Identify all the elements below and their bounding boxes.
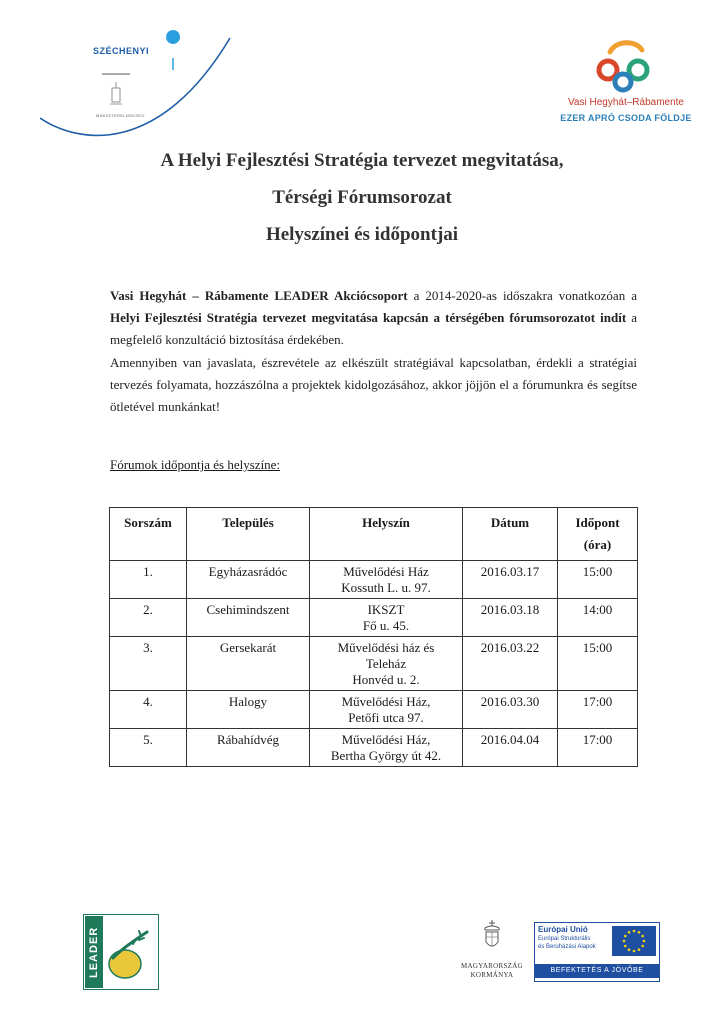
venue-line: Petőfi utca 97. <box>348 710 424 725</box>
table-row <box>110 729 638 767</box>
intro-paragraph <box>110 285 637 351</box>
organization-name: Vasi Hegyhát – Rábamente LEADER Akciócsoport <box>110 288 408 303</box>
row-town: Halogy <box>187 691 310 729</box>
row-venue <box>310 637 463 691</box>
row-town: Gersekarát <box>187 637 310 691</box>
leader-logo-text: LEADER <box>88 926 100 978</box>
row-time: 17:00 <box>558 691 638 729</box>
header-venue: Helyszín <box>310 508 463 561</box>
document-title-line3: Helyszínei és időpontjai <box>265 224 459 245</box>
eu-subtitle-line2: és Beruházási Alapok <box>538 944 596 950</box>
header-date: Dátum <box>463 508 558 561</box>
intro-text-2: a megfelelő konzultáció biztosítása érdekében. <box>110 310 637 347</box>
row-serial: 4. <box>110 691 187 729</box>
eu-title: Európai Unió <box>538 925 588 934</box>
venue-line: Kossuth L. u. 97. <box>341 580 431 595</box>
venue-line: Honvéd u. 2. <box>352 672 420 687</box>
row-town: Egyházasrádóc <box>187 561 310 599</box>
row-town: Rábahídvég <box>187 729 310 767</box>
document-title-line2: Térségi Fórumsorozat <box>272 187 452 208</box>
government-label <box>452 962 532 980</box>
table-row <box>110 691 638 729</box>
row-serial: 1. <box>110 561 187 599</box>
row-serial: 3. <box>110 637 187 691</box>
vasi-hegyhat-rabamente-logo <box>596 38 658 94</box>
gov-label-line1: MAGYARORSZÁG <box>461 962 523 970</box>
row-date: 2016.03.30 <box>463 691 558 729</box>
row-town: Csehimindszent <box>187 599 310 637</box>
header-town: Település <box>187 508 310 561</box>
ministry-logo-text: MINISZTERELNÖKSÉG <box>96 113 145 118</box>
venue-line: Fő u. 45. <box>362 618 410 633</box>
venue-line: Bertha György út 42. <box>330 748 442 763</box>
venue-line: Teleház <box>365 656 407 671</box>
row-venue <box>310 729 463 767</box>
hungarian-crest-icon <box>480 918 504 954</box>
gov-label-line2: KORMÁNYA <box>470 971 514 979</box>
row-time: 15:00 <box>558 637 638 691</box>
document-title-line1: A Helyi Fejlesztési Stratégia tervezet megvitatása, <box>160 150 564 171</box>
venue-line: IKSZT <box>367 602 405 617</box>
table-row <box>110 561 638 599</box>
table-row <box>110 637 638 691</box>
row-venue <box>310 691 463 729</box>
header-time <box>558 508 638 561</box>
header-time-label: Időpont <box>575 515 620 530</box>
intro-highlight: Helyi Fejlesztési Stratégia tervezet megvitatása kapcsán a térségében fórumsorozatot indít <box>110 310 627 325</box>
row-venue <box>310 561 463 599</box>
header-serial: Sorszám <box>110 508 187 561</box>
eu-flag-icon <box>612 926 656 956</box>
row-serial: 5. <box>110 729 187 767</box>
eu-slogan-banner: BEFEKTETÉS A JÖVŐBE <box>535 964 659 978</box>
row-time: 17:00 <box>558 729 638 767</box>
leader-logo <box>83 914 159 990</box>
table-row <box>110 599 638 637</box>
table-header-row <box>110 508 638 561</box>
invitation-paragraph: Amennyiben van javaslata, észrevétele az elkészült stratégiával kapcsolatban, érdekli a stratégiai tervezés folyamata, hozzászólna a projektek kidolgozásához, akkor jöjjön el a fórumunkra és segítse ötletével munkánkat! <box>110 355 637 414</box>
row-date: 2016.03.22 <box>463 637 558 691</box>
szechenyi-logo-text: SZÉCHENYI <box>93 46 150 56</box>
venue-line: Művelődési Ház <box>343 564 429 579</box>
row-date: 2016.04.04 <box>463 729 558 767</box>
row-date: 2016.03.17 <box>463 561 558 599</box>
intro-text-1: a 2014-2020-as időszakra vonatkozóan a <box>407 288 637 303</box>
header-time-unit: (óra) <box>583 537 612 552</box>
venue-line: Művelődési ház és <box>337 640 435 655</box>
row-time: 15:00 <box>558 561 638 599</box>
row-serial: 2. <box>110 599 187 637</box>
venue-line: Művelődési Ház, <box>341 732 431 747</box>
eu-subtitle-line1: Európai Strukturális <box>538 936 591 942</box>
row-venue <box>310 599 463 637</box>
brand-name: Vasi Hegyhát–Rábamente <box>568 97 684 108</box>
forum-schedule-table <box>109 507 638 767</box>
forum-schedule-heading: Fórumok időpontja és helyszíne: <box>110 457 281 472</box>
row-time: 14:00 <box>558 599 638 637</box>
brand-tagline: EZER APRÓ CSODA FÖLDJE <box>560 113 692 123</box>
row-date: 2016.03.18 <box>463 599 558 637</box>
venue-line: Művelődési Ház, <box>341 694 431 709</box>
